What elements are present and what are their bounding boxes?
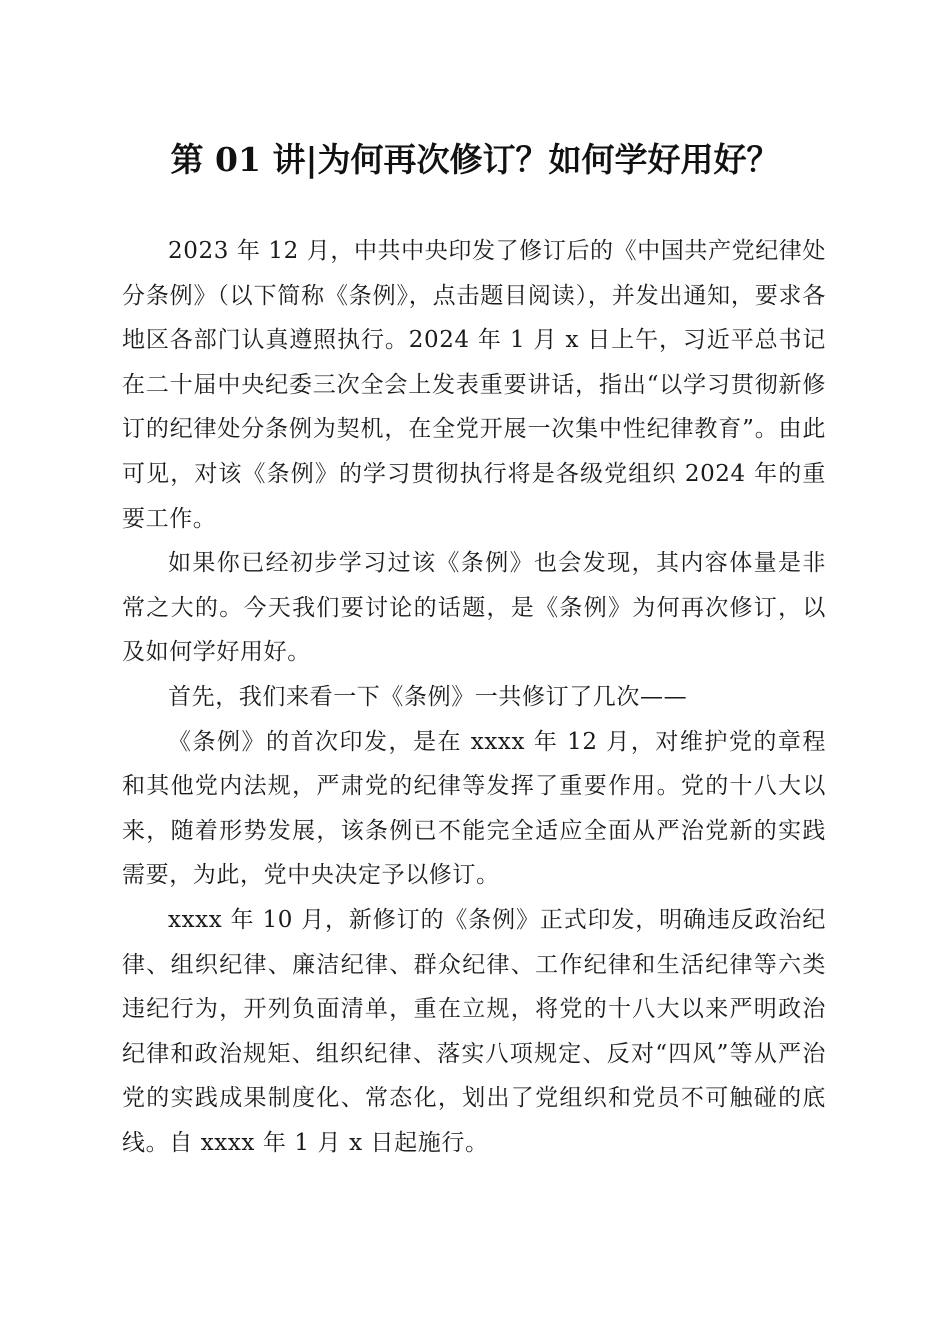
paragraph-3: 首先，我们来看一下《条例》一共修订了几次—— — [168, 683, 688, 710]
paragraph-1: 2023 年 12 月，中共中央印发了修订后的《中国共产党纪律处分条例》（以下简称《条例》，点击题目阅读），并发出通知，要求各地区各部门认真遵照执行。2024 年 1 月 x 日上午，习近平总书记在二十届中央纪委三次全会上发表重要讲话，指出“以学习贯彻新修订的纪律处分条例为契机，在全党开展一次集中性纪律教育”。由此可见，对该《条例》的学习贯彻执行将是各级党组织 2024 年的重要工作。 — [122, 238, 826, 532]
paragraph-2: 如果你已经初步学习过该《条例》也会发现，其内容体量是非常之大的。今天我们要讨论的话题，是《条例》为何再次修订，以及如何学好用好。 — [122, 550, 826, 666]
paragraph-4: 《条例》的首次印发，是在 xxxx 年 12 月，对维护党的章程和其他党内法规，严肃党的纪律等发挥了重要作用。党的十八大以来，随着形势发展，该条例已不能完全适应全面从严治党新的实践需要，为此，党中央决定予以修订。 — [122, 728, 826, 889]
document-body — [122, 229, 826, 1165]
paragraph-5: xxxx 年 10 月，新修订的《条例》正式印发，明确违反政治纪律、组织纪律、廉洁纪律、群众纪律、工作纪律和生活纪律等六类违纪行为，开列负面清单，重在立规，将党的十八大以来严明政治纪律和政治规矩、组织纪律、落实八项规定、反对“四风”等从严治党的实践成果制度化、常态化，划出了党组织和党员不可触碰的底线。自 xxxx 年 1 月 x 日起施行。 — [122, 906, 826, 1156]
document-title: 第 01 讲|为何再次修订？如何学好用好？ — [170, 140, 780, 179]
